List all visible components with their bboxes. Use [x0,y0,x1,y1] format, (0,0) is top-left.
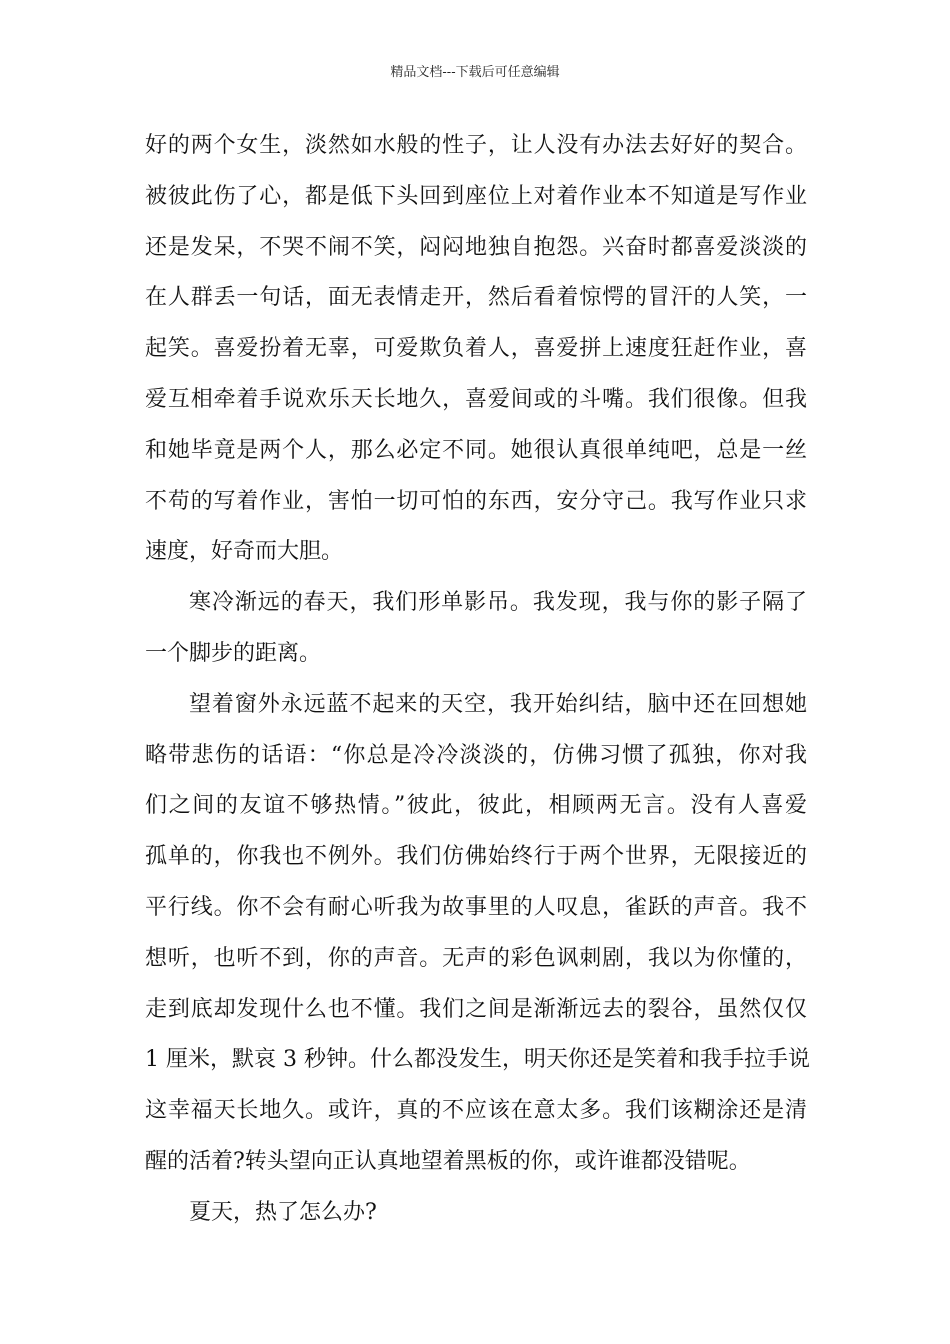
text-line: 一个脚步的距离。 [145,640,322,666]
paragraph-start-line: 望着窗外永远蓝不起来的天空，我开始纠结，脑中还在回想她 [189,691,807,717]
text-line: 和她毕竟是两个人，那么必定不同。她很认真很单纯吧，总是一丝 [145,437,807,463]
text-line: 们之间的友谊不够热情。”彼此，彼此，相顾两无言。没有人喜爱 [145,793,807,819]
paragraph-start-line: 寒冷渐远的春天，我们形单影吊。我发现，我与你的影子隔了 [189,590,807,616]
text-line: 醒的活着?转头望向正认真地望着黑板的你，或许谁都没错呢。 [145,1148,751,1174]
text-line: 平行线。你不会有耐心听我为故事里的人叹息，雀跃的声音。我不 [145,894,807,920]
paragraph-start-line: 夏天，热了怎么办? [189,1199,377,1225]
text-line: 在人群丢一句话，面无表情走开，然后看着惊愕的冒汗的人笑，一 [145,285,807,311]
document-body [145,126,810,1244]
text-line: 爱互相牵着手说欢乐天长地久，喜爱间或的斗嘴。我们很像。但我 [145,386,807,412]
text-line: 1 厘米，默哀 3 秒钟。什么都没发生，明天你还是笑着和我手拉手说 [145,1047,810,1073]
text-line: 被彼此伤了心，都是低下头回到座位上对着作业本不知道是写作业 [145,183,807,209]
text-line: 孤单的，你我也不例外。我们仿佛始终行于两个世界，无限接近的 [145,844,807,870]
text-line: 略带悲伤的话语：“你总是冷冷淡淡的，仿佛习惯了孤独，你对我 [145,742,807,768]
text-line: 还是发呆，不哭不闹不笑，闷闷地独自抱怨。兴奋时都喜爱淡淡的 [145,234,807,260]
page-header: 精品文档---下载后可任意编辑 [390,65,560,80]
text-line: 好的两个女生，淡然如水般的性子，让人没有办法去好好的契合。 [145,133,807,158]
text-line: 这幸福天长地久。或许，真的不应该在意太多。我们该糊涂还是清 [145,1098,807,1124]
text-line: 想听，也听不到，你的声音。无声的彩色讽刺剧，我以为你懂的， [145,945,807,971]
text-line: 走到底却发现什么也不懂。我们之间是渐渐远去的裂谷，虽然仅仅 [145,996,807,1022]
text-line: 不苟的写着作业，害怕一切可怕的东西，安分守己。我写作业只求 [145,488,807,514]
text-line: 起笑。喜爱扮着无辜，可爱欺负着人，喜爱拼上速度狂赶作业，喜 [145,336,807,362]
text-line: 速度，好奇而大胆。 [145,539,344,565]
